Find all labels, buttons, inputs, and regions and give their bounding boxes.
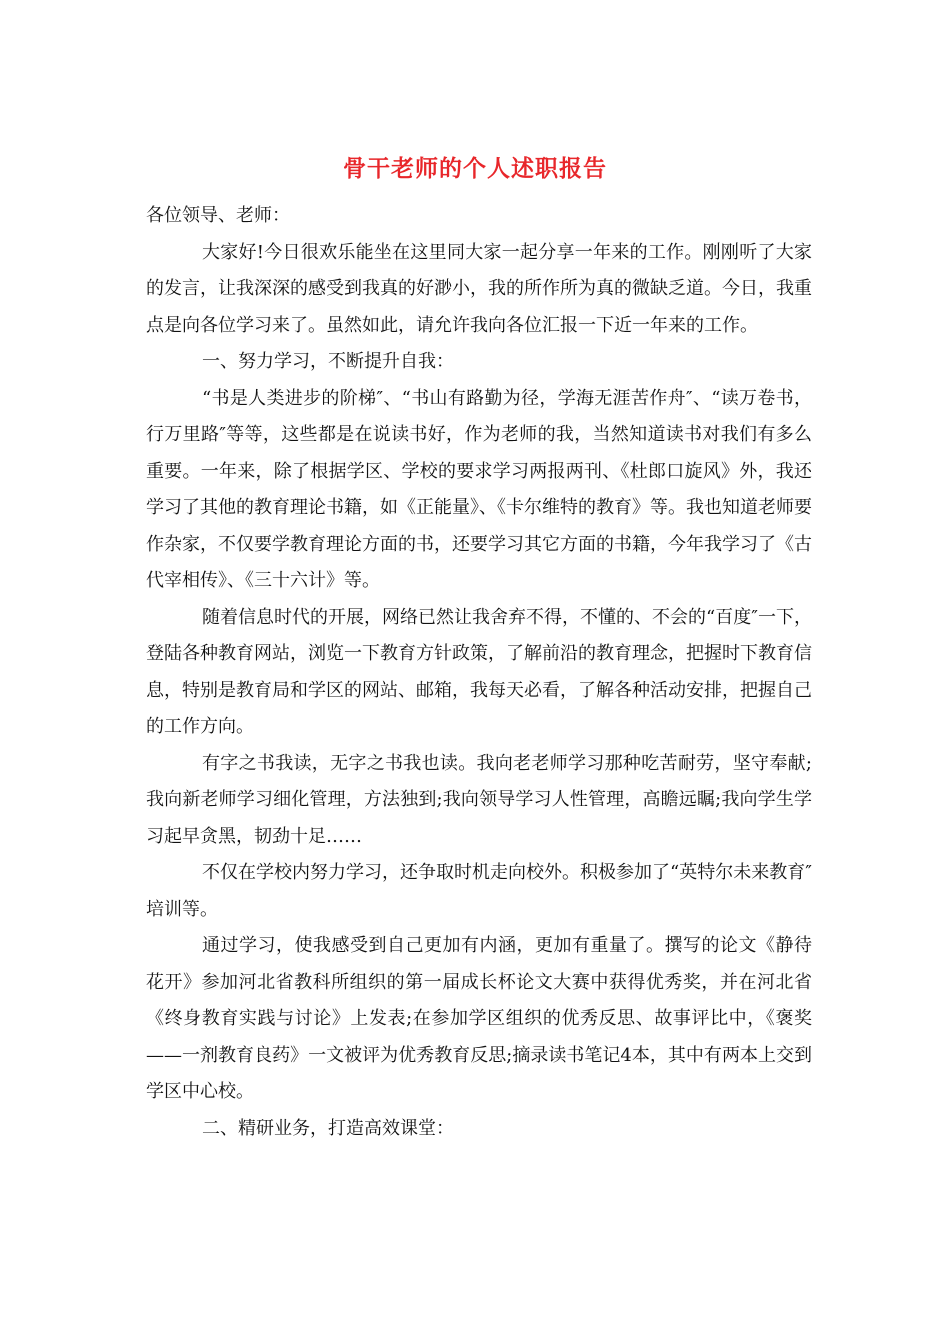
salutation: 各位领导、老师： <box>146 205 290 226</box>
paragraph-learning-from-others: 有字之书我读，无字之书我也读。我向老老师学习那种吃苦耐劳，坚守奉献;我向新老师学习细化管理，方法独到;我向领导学习人性管理，高瞻远瞩;我向学生学习起早贪黑，韧劲十足…… <box>146 752 812 847</box>
paragraph-internet: 随着信息时代的开展，网络已然让我舍弃不得，不懂的、不会的“百度″一下，登陆各种教育网站，浏览一下教育方针政策，了解前沿的教育理念，把握时下教育信息，特别是教育局和学区的网站、邮箱，我每天必看，了解各种活动安排，把握自己的工作方向。 <box>146 606 812 737</box>
paragraph-intro: 大家好!今日很欢乐能坐在这里同大家一起分享一年来的工作。刚刚听了大家的发言，让我深深的感受到我真的好渺小，我的所作所为真的微缺乏道。今日，我重点是向各位学习来了。虽然如此，请允许我向各位汇报一下近一年来的工作。 <box>146 241 812 336</box>
paragraph-achievements: 通过学习，使我感受到自己更加有内涵，更加有重量了。撰写的论文《静待花开》参加河北省教科所组织的第一届成长杯论文大赛中获得优秀奖，并在河北省《终身教育实践与讨论》上发表;在参加学区组织的优秀反思、故事评比中，《褒奖——一剂教育良药》一文被评为优秀教育反思;摘录读书笔记4本，其中有两本上交到学区中心校。 <box>146 935 812 1102</box>
paragraph-reading: “书是人类进步的阶梯″、“书山有路勤为径，学海无涯苦作舟″、“读万卷书，行万里路″等等，这些都是在说读书好，作为老师的我，当然知道读书对我们有多么重要。一年来，除了根据学区、学校的要求学习两报两刊、《杜郎口旋风》外，我还学习了其他的教育理论书籍，如《正能量》、《卡尔维特的教育》等。我也知道老师要作杂家，不仅要学教育理论方面的书，还要学习其它方面的书籍，今年我学习了《古代宰相传》、《三十六计》等。 <box>146 387 812 591</box>
section-heading-2: 二、精研业务，打造高效课堂： <box>202 1117 454 1139</box>
section-heading-1: 一、努力学习，不断提升自我： <box>202 351 454 372</box>
paragraph-training: 不仅在学校内努力学习，还争取时机走向校外。积极参加了“英特尔未来教育″培训等。 <box>146 862 812 920</box>
document-title: 骨干老师的个人述职报告 <box>343 155 607 182</box>
document-body <box>146 198 812 1147</box>
